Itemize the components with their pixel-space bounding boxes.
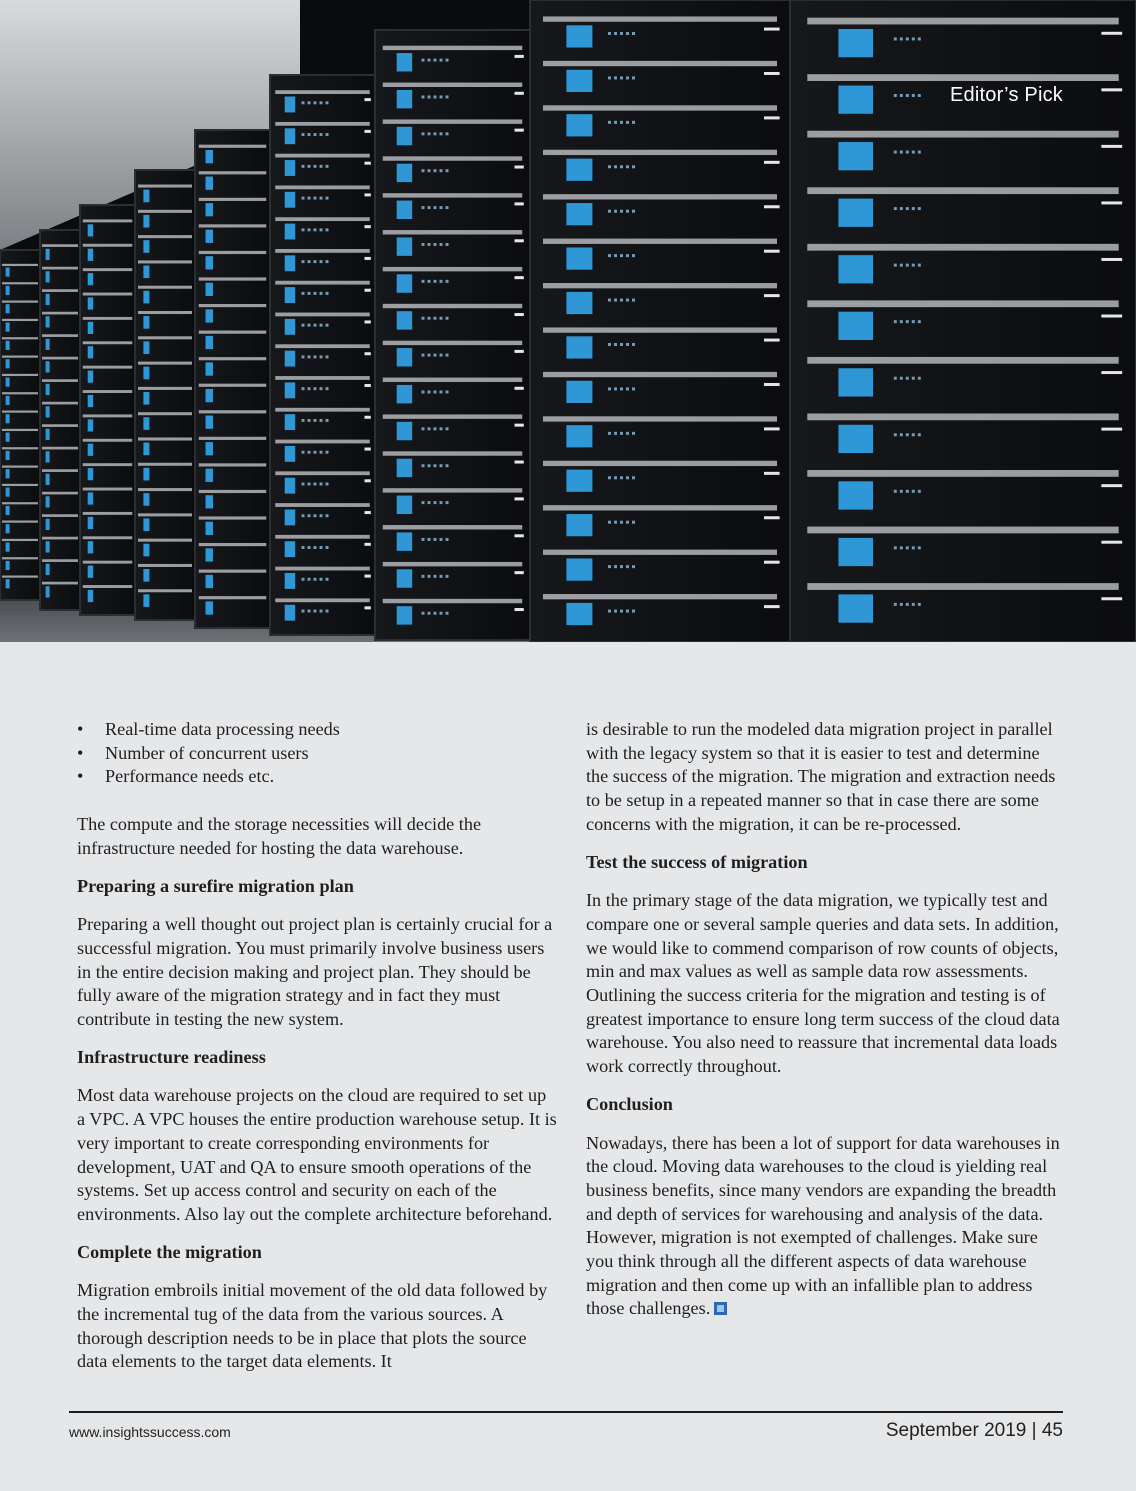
end-of-article-icon [714, 1302, 727, 1315]
section-body-infrastructure: Most data warehouse projects on the cloud are required to set up a VPC. A VPC houses the entire production warehouse setup. It is very important to create corresponding environments for development, UAT and QA to ensure smooth operations of the systems. Set up access control and security on each of the environments. Also lay out the complete architecture beforehand. [77, 1085, 557, 1224]
left-column [77, 718, 557, 1389]
section-body-complete-migration: Migration embroils initial movement of the old data followed by the incremental tug of the data from the various sources. A thorough description needs to be in place that plots the source data elements to the target data elements. It [77, 1280, 548, 1372]
section-body-conclusion: Nowadays, there has been a lot of support for data warehouses in the cloud. Moving data warehouses to the cloud is yielding real business benefits, since many vendors are expanding the breadth and depth of services for warehousing and analysis of the data. However, migration is not exempted of challenges. Make sure you think through all the different aspects of data warehouse migration and then come up with an infallible plan to address those challenges. [586, 1132, 1060, 1319]
section-heading-infrastructure: Infrastructure readiness [77, 1047, 266, 1068]
section-heading-conclusion: Conclusion [586, 1094, 673, 1115]
intro-paragraph: The compute and the storage necessities will decide the infrastructure needed for hosting the data warehouse. [77, 814, 482, 858]
list-item [77, 765, 557, 789]
footer-url: www.insightssuccess.com [69, 1424, 231, 1440]
hero-image [0, 0, 1136, 642]
list-item [77, 742, 557, 766]
continuation-paragraph: is desirable to run the modeled data migration project in parallel with the legacy system so that it is easier to test and determine the success of the migration. The migration and extraction needs to be setup in a repeated manner so that in case there are some concerns with the migration, it can be re-processed. [586, 719, 1056, 834]
footer-divider [69, 1411, 1063, 1413]
list-item [77, 718, 557, 742]
editors-pick-label: Editor’s Pick [949, 84, 1063, 106]
section-body-test-success: In the primary stage of the data migration, we typically test and compare one or several sample queries and data sets. In addition, we would like to commend comparison of row counts of objects, min and max values as well as sample data row assessments. Outlining the success criteria for the migration and testing is of greatest importance to ensure long term success of the cloud data warehouse. You also need to reassure that incremental data loads work correctly throughout. [586, 890, 1060, 1077]
list-item-text: Performance needs etc. [105, 766, 275, 787]
section-heading-migration-plan: Preparing a surefire migration plan [77, 876, 354, 897]
list-item-text: Number of concurrent users [105, 742, 309, 763]
section-body-migration-plan: Preparing a well thought out project plan is certainly crucial for a successful migration. You must primarily involve business users in the entire decision making and project plan. They should be fully aware of the migration strategy and in fact they must contribute in testing the new system. [77, 914, 553, 1030]
bullet-icon: • [77, 742, 84, 763]
list-item-text: Real-time data processing needs [105, 719, 340, 739]
bullet-icon: • [77, 719, 84, 739]
right-column [586, 718, 1066, 1336]
bullet-icon: • [77, 766, 84, 787]
section-heading-test-success: Test the success of migration [586, 852, 808, 873]
section-heading-complete-migration: Complete the migration [77, 1242, 262, 1263]
conclusion-paragraph [586, 1132, 1066, 1322]
requirements-list [77, 718, 557, 789]
footer-issue-page: September 2019 | 45 [885, 1420, 1063, 1441]
